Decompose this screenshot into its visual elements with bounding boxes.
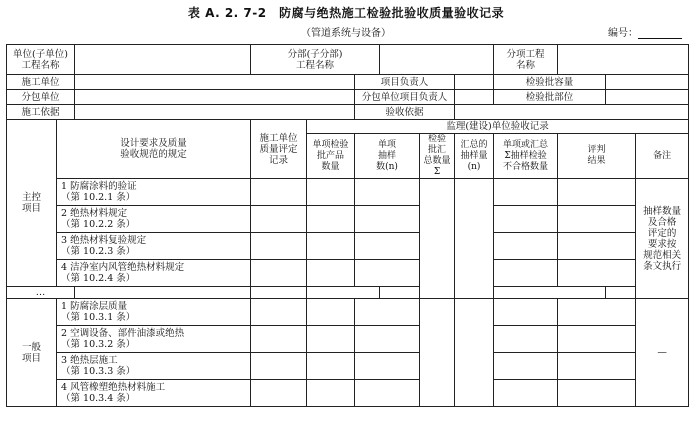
table-row (7, 287, 689, 299)
subcontract-leader-label: 分包单位项目负责人 (355, 90, 455, 105)
project-leader-value (455, 75, 494, 90)
batch-capacity-label: 检验批容量 (494, 75, 606, 90)
item-clause: （第 10.3.2 条） (61, 339, 136, 350)
item-name: 4 洁净室内风管绝热材料规定 (61, 262, 185, 273)
table-row (7, 326, 689, 353)
main-item-3 (57, 233, 251, 260)
form-subtitle: （管道系统与设备） (301, 28, 391, 39)
judgment-header: 评判 结果 (558, 134, 636, 179)
construction-unit-label: 施工单位 (7, 75, 75, 90)
item-clause: （第 10.3.1 条） (61, 312, 136, 323)
construction-basis-value (75, 105, 355, 120)
single-product-qty-header: 单项检验 批产品 数量 (307, 134, 355, 179)
construction-basis-label: 施工依据 (7, 105, 75, 120)
main-control-remark: 抽样数量 及合格 评定的 要求按 规范相关 条文执行 (636, 179, 689, 299)
serial-blank (638, 28, 682, 39)
item-name: 3 绝热层施工 (61, 355, 118, 366)
general-remark: — (636, 299, 689, 407)
remarks-header: 备注 (636, 134, 689, 179)
main-control-label: 主控 项目 (21, 192, 41, 214)
main-control-label-cell (7, 120, 57, 287)
project-leader-label: 项目负责人 (355, 75, 455, 90)
item-clause: （第 10.2.1 条） (61, 192, 136, 203)
subcontract-unit-label: 分包单位 (7, 90, 75, 105)
table-row (7, 380, 689, 407)
construction-eval-header: 施工单位 质量评定 记录 (251, 120, 307, 179)
form-title: 表 A. 2. 7-2 防腐与绝热施工检验批验收质量验收记录 (187, 6, 505, 20)
item-clause: （第 10.2.3 条） (61, 246, 136, 257)
subcontract-unit-value (75, 90, 355, 105)
construction-unit-value (75, 75, 355, 90)
table-row (7, 299, 689, 326)
table-row (7, 206, 689, 233)
main-item-1 (57, 179, 251, 206)
unit-name-value (75, 45, 251, 75)
general-item-3 (57, 353, 251, 380)
item-clause: （第 10.3.3 条） (61, 366, 136, 377)
subcontract-leader-value (455, 90, 494, 105)
acceptance-basis-value (455, 105, 689, 120)
serial-number (608, 24, 682, 39)
item-clause: （第 10.2.2 条） (61, 219, 136, 230)
general-item-4 (57, 380, 251, 407)
serial-label: 编号： (608, 28, 638, 39)
general-label: 一般 项目 (7, 299, 57, 407)
acceptance-basis-label: 验收依据 (355, 105, 455, 120)
sub-project-label: 分部(子分部) 工程名称 (251, 45, 380, 75)
main-item-4 (57, 260, 251, 287)
batch-capacity-value (606, 75, 689, 90)
table-row (7, 233, 689, 260)
table-row (7, 260, 689, 287)
total-sample-header: 汇总的 抽样量 (n) (455, 134, 494, 179)
item-name: 1 防腐涂层质量 (61, 301, 128, 312)
item-clause: （第 10.3.4 条） (61, 393, 136, 404)
item-project-value (558, 45, 689, 75)
design-requirements-header: 设计要求及质量 验收规范的规定 (57, 120, 251, 179)
main-item-ellipsis: … (7, 287, 75, 299)
table-row (7, 179, 689, 206)
batch-total-header: 检验 批汇 总数量Σ (420, 134, 455, 179)
supervision-record-header: 监理(建设)单位验收记录 (307, 120, 689, 134)
batch-location-label: 检验批部位 (494, 90, 606, 105)
item-name: 4 风管橡塑绝热材料施工 (61, 382, 166, 393)
batch-location-value (606, 90, 689, 105)
single-sample-qty-header: 单项 抽样 数(n) (355, 134, 420, 179)
main-item-2 (57, 206, 251, 233)
item-clause: （第 10.2.4 条） (61, 273, 136, 284)
general-item-1 (57, 299, 251, 326)
sub-project-value (380, 45, 494, 75)
item-name: 3 绝热材料复验规定 (61, 235, 147, 246)
general-item-2 (57, 326, 251, 353)
table-row (7, 353, 689, 380)
item-project-label: 分项工程 名称 (494, 45, 558, 75)
unit-name-label: 单位(子单位) 工程名称 (7, 45, 75, 75)
item-name: 2 空调设备、部件油漆或绝热 (61, 328, 185, 339)
unqualified-qty-header: 单项或汇总 Σ抽样检验 不合格数量 (494, 134, 558, 179)
item-name: 2 绝热材料规定 (61, 208, 128, 219)
acceptance-record-table (6, 44, 689, 407)
item-name: 1 防腐涂料的验证 (61, 181, 137, 192)
